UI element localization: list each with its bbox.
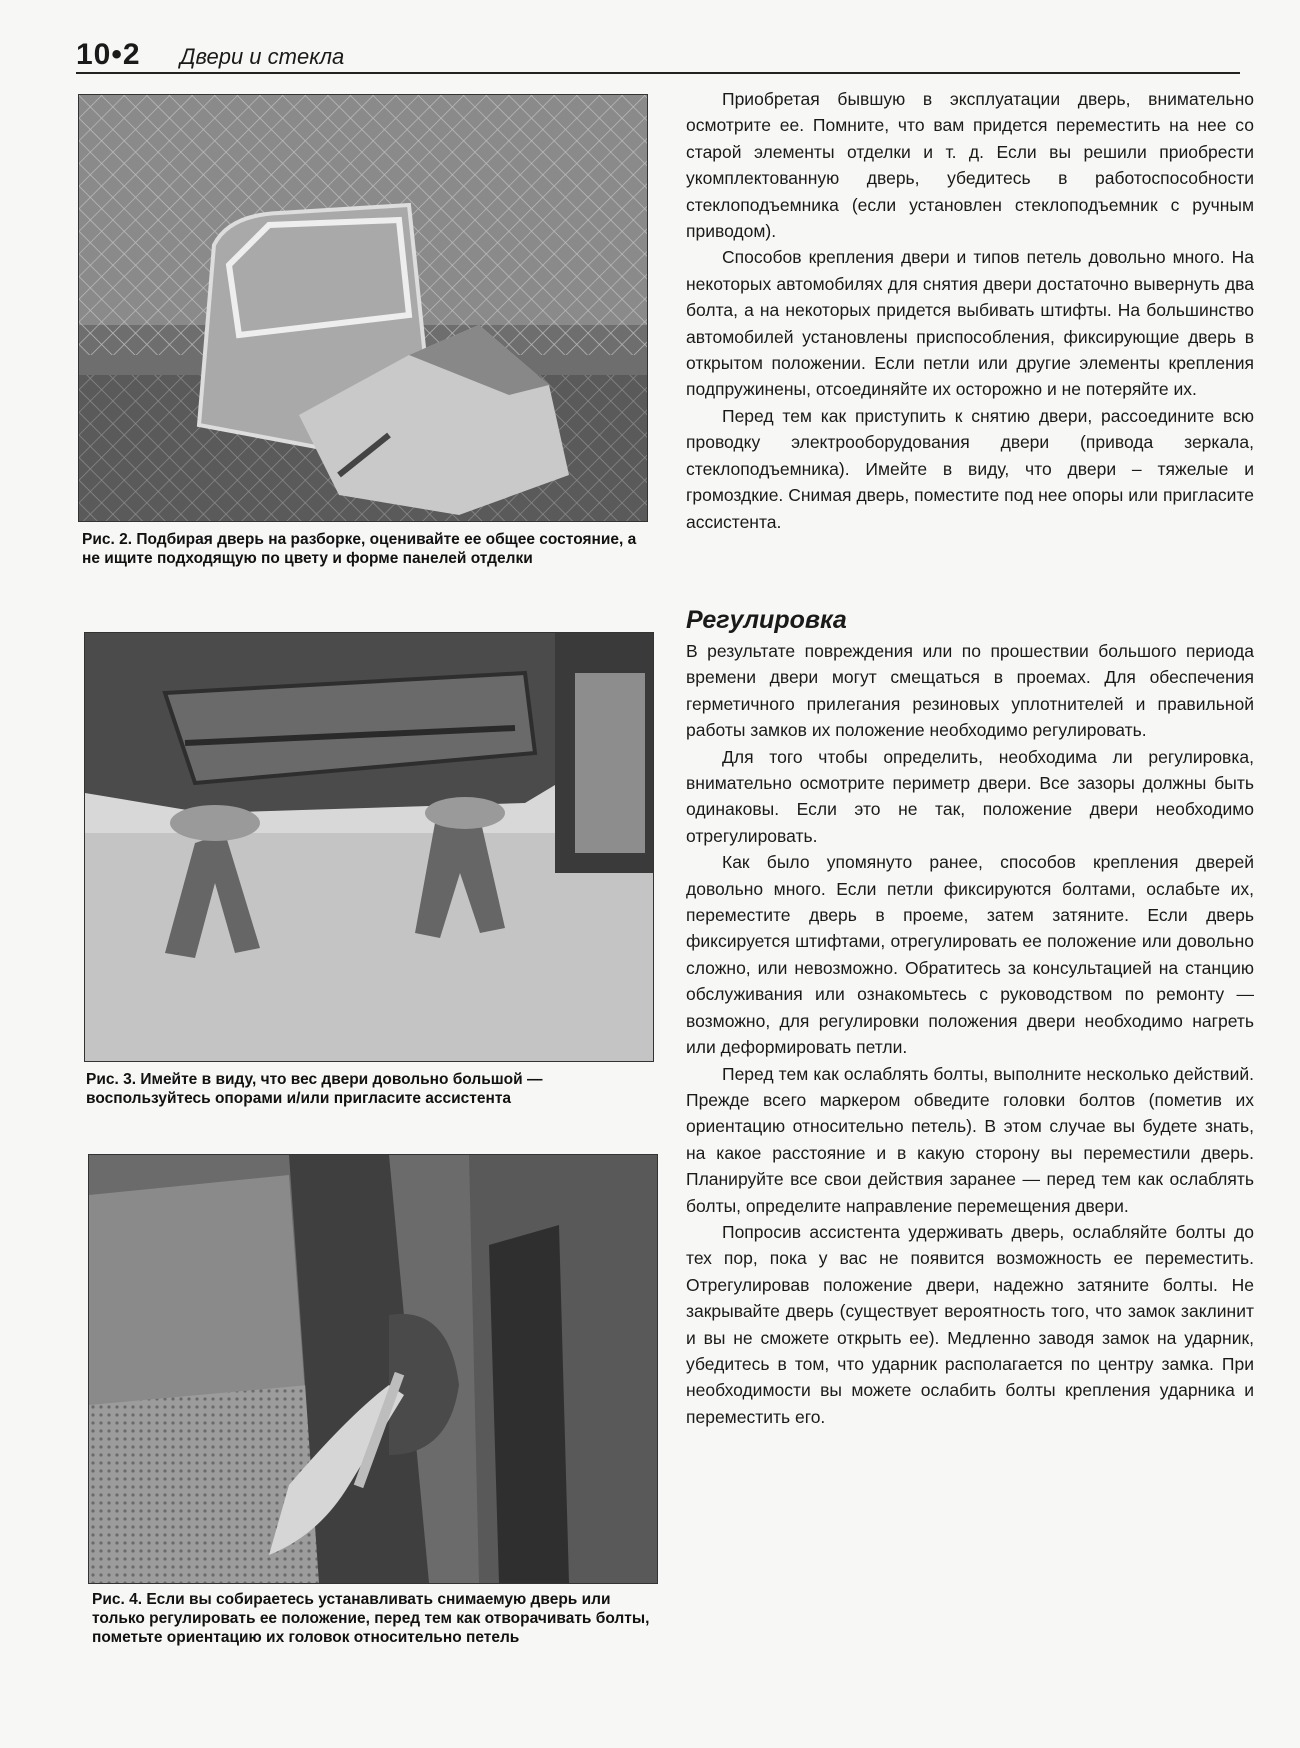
figure-3-caption: Рис. 3. Имейте в виду, что вес двери довольно большой — воспользуйтесь опорами и/или пригласите ассистента: [86, 1071, 543, 1107]
paragraph: Перед тем как ослаблять болты, выполните несколько действий. Прежде всего маркером обведите головки болтов (пометив их ориентацию относительно петель). В этом случае вы будете знать, на какое расстояние и в какую сторону вы переместили дверь. Планируйте все свои действия заранее — перед тем как ослаблять болты, определите направление перемещения двери.: [686, 1063, 1254, 1216]
paragraph: Способов крепления двери и типов петель довольно много. На некоторых автомобилях для снятия двери достаточно вывернуть два болта, а на некоторых придется выбивать штифты. На большинство автомобилей установлены приспособления, фиксирующие дверь в открытом положении. Если петли или другие элементы крепления подпружинены, отсоединяйте их осторожно и не потеряйте их.: [686, 247, 1254, 400]
text-column-top: [686, 86, 1254, 535]
paragraph: Попросив ассистента удерживать дверь, ослабляйте болты до тех пор, пока у вас не появится возможность ее переместить. Отрегулировав положение двери, надежно затяните болты. Не закрывайте дверь (существует вероятность того, что замок заклинит и вы не сможете открыть ее). Медленно заводя замок на ударник, убедитесь в том, что ударник располагается по центру замка. При необходимости вы можете ослабить болты крепления ударника и переместить его.: [686, 1221, 1254, 1427]
chapter-title: Двери и стекла: [180, 44, 345, 69]
paragraph: Для того чтобы определить, необходима ли регулировка, внимательно осмотрите периметр двери. Все зазоры должны быть одинаковы. Если это не так, положение двери необходимо отрегулировать.: [686, 746, 1254, 846]
page-header: [76, 38, 1240, 74]
paragraph: Перед тем как приступить к снятию двери, рассоедините всю проводку электрооборудования двери (привода зеркала, стеклоподъемника). Имейте в виду, что двери – тяжелые и громоздкие. Снимая дверь, поместите под нее опоры или пригласите ассистента.: [686, 405, 1254, 532]
figure-2-caption: Рис. 2. Подбирая дверь на разборке, оценивайте ее общее состояние, а не ищите подходящую по цвету и форме панелей отделки: [82, 531, 637, 567]
figure-2-photo: [78, 94, 648, 522]
paragraph: Как было упомянуто ранее, способов крепления дверей довольно много. Если петли фиксируются болтами, ослабьте их, переместите дверь в проеме, затем затяните. Если дверь фиксируется штифтами, отрегулировать ее положение или довольно сложно, или невозможно. Обратитесь за консультацией на станцию обслуживания или ознакомьтесь с руководством по ремонту — возможно, для регулировки положения двери необходимо нагреть или деформировать петли.: [686, 852, 1254, 1058]
figure-4-photo: [88, 1154, 658, 1584]
figure-4-caption: Рис. 4. Если вы собираетесь устанавливать снимаемую дверь или только регулировать ее положение, перед тем как отворачивать болты, пометьте ориентацию их головок относительно петель: [92, 1591, 650, 1646]
text-column-section: [686, 638, 1254, 1430]
figure-3-photo: [84, 632, 654, 1062]
paragraph: В результате повреждения или по прошествии большого периода времени двери могут смещаться в проемах. Для обеспечения герметичного прилегания резиновых уплотнителей и правильной работы замков их положение необходимо регулировать.: [686, 641, 1254, 741]
paragraph: Приобретая бывшую в эксплуатации дверь, внимательно осмотрите ее. Помните, что вам придется переместить на нее со старой элементы отделки и т. д. Если вы решили приобрести укомплектованную дверь, убедитесь в работоспособности стеклоподъемника (если установлен стеклоподъемник с ручным приводом).: [686, 89, 1254, 242]
section-title: Регулировка: [686, 606, 847, 634]
page-number: 10•2: [76, 38, 141, 71]
